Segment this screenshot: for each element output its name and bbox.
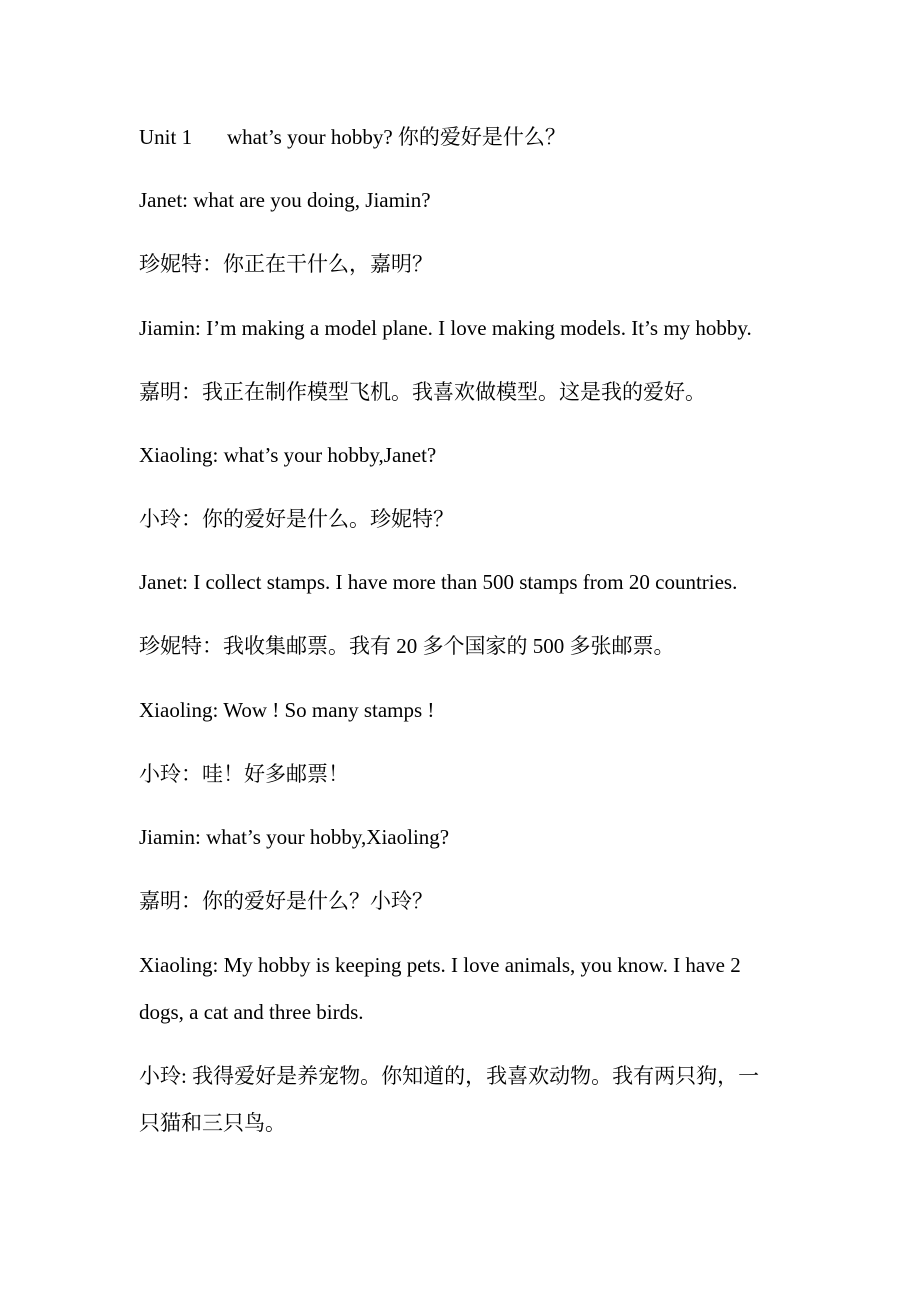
dialogue-line-chinese: 小玲: 我得爱好是养宠物。你知道的，我喜欢动物。我有两只狗，一 (139, 1064, 760, 1088)
dialogue-line-english: Jiamin: I’m making a model plane. I love making models. It’s my hobby. (139, 316, 752, 340)
dialogue-line-chinese-continued: 只猫和三只鸟。 (139, 1111, 286, 1135)
unit-title (139, 125, 566, 149)
dialogue-line-chinese: 嘉明：你的爱好是什么？小玲？ (139, 889, 433, 913)
unit-heading: what’s your hobby? 你的爱好是什么？ (227, 125, 566, 149)
dialogue-line-chinese: 小玲：你的爱好是什么。珍妮特？ (139, 507, 454, 531)
dialogue-line-english: Janet: I collect stamps. I have more than 500 stamps from 20 countries. (139, 570, 738, 594)
dialogue-line-english: Jiamin: what’s your hobby,Xiaoling? (139, 825, 450, 849)
dialogue-line-english: Janet: what are you doing, Jiamin? (139, 188, 431, 212)
dialogue-line-english: Xiaoling: what’s your hobby,Janet? (139, 443, 437, 467)
dialogue-line-english-continued: dogs, a cat and three birds. (139, 1000, 364, 1024)
dialogue-line-chinese: 珍妮特：你正在干什么，嘉明？ (139, 252, 433, 276)
dialogue-line-chinese: 小玲：哇！好多邮票！ (139, 762, 349, 786)
unit-number: Unit 1 (139, 125, 193, 149)
dialogue-line-chinese: 嘉明：我正在制作模型飞机。我喜欢做模型。这是我的爱好。 (139, 380, 706, 404)
dialogue-line-english: Xiaoling: My hobby is keeping pets. I love animals, you know. I have 2 (139, 953, 741, 977)
dialogue-line-english: Xiaoling: Wow ! So many stamps ! (139, 698, 435, 722)
dialogue-line-chinese: 珍妮特：我收集邮票。我有 20 多个国家的 500 多张邮票。 (139, 634, 675, 658)
